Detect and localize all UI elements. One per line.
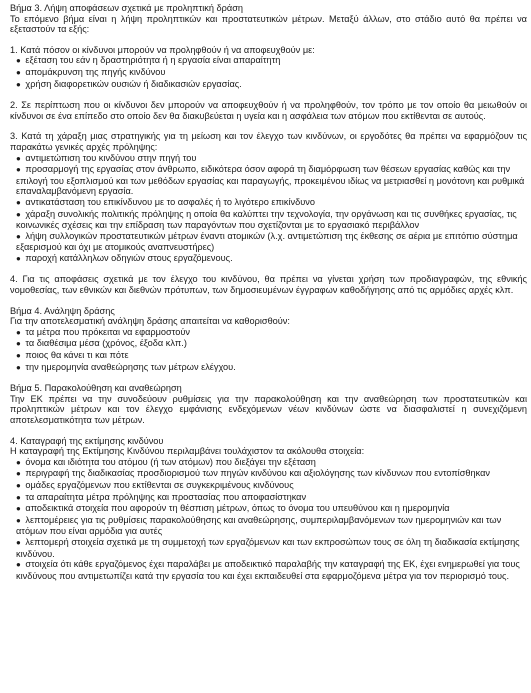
bullet-icon: ● — [16, 67, 21, 77]
list-item: ● λήψη συλλογικών προστατευτικών μέτρων έναντι ατομικών (λ.χ. αντιμετώπιση της έκθεσης σε αέρια με επιτόπιο σύστημα εξαερισμού και όχι με ατομικούς αναπνευστήρες) — [16, 230, 518, 253]
list-item: ● τα μέτρα που πρόκειται να εφαρμοστούν — [16, 326, 190, 337]
item-1-section — [4, 45, 527, 90]
list-item: ● αντιμετώπιση του κινδύνου στην πηγή του — [16, 152, 197, 163]
bullet-icon: ● — [16, 480, 21, 490]
paragraph: 4. Για τις αποφάσεις σχετικά με τον έλεγχο του κινδύνου, θα πρέπει να γίνεται χρήση των προδιαγραφών, της εθνικής νομοθεσίας, των εθνικών και διεθνών πρότυπων, των δημοσιευμένων έγγραφων καθοδήγησης από τις αρμόδιες αρχές κλπ. — [10, 274, 527, 296]
section-heading: 4. Καταγραφή της εκτίμησης κινδύνου — [10, 435, 164, 446]
list-item: ● χάραξη συνολικής πολιτικής πρόληψης η οποία θα καλύπτει την τεχνολογία, την οργάνωση και τις συνθήκες εργασίας, τις κοινωνικές σχέσεις και την επίδραση των παραγόντων που σχετίζονται με το εργασιακό περιβάλλον — [16, 208, 517, 231]
bullet-icon: ● — [16, 537, 21, 547]
list-item: ● αποδεικτικά στοιχεία που αφορούν τη θέσπιση μέτρων, όπως το όνομα του υπευθύνου και η ημερομηνία — [16, 503, 450, 514]
item-3-section — [4, 131, 527, 264]
bullet-icon: ● — [16, 362, 21, 372]
bullet-icon: ● — [16, 560, 21, 570]
list-item: ● την ημερομηνία αναθεώρησης των μέτρων ελέγχου. — [16, 361, 236, 372]
paragraph: 2. Σε περίπτωση που οι κίνδυνοι δεν μπορούν να αποφευχθούν ή να προληφθούν, τον τρόπο με τον οποίο θα μειωθούν οι κίνδυνοι σε ένα επίπεδο στο οποίο δεν θα διακυβεύεται η υγεία και η ασφάλεια των ατόμων που εκτίθενται σε αυτούς. — [10, 100, 527, 121]
bullet-icon: ● — [16, 56, 21, 66]
list-item: ● ομάδες εργαζόμενων που εκτίθενται σε συγκεκριμένους κινδύνους — [16, 479, 294, 490]
bullet-icon: ● — [16, 469, 21, 479]
list-item: ● απομάκρυνση της πηγής κινδύνου — [16, 66, 166, 77]
list-item: ● τα διαθέσιμα μέσα (χρόνος, έξοδα κλπ.) — [16, 338, 187, 349]
step-5-section — [4, 383, 527, 425]
section-heading: Βήμα 5. Παρακολούθηση και αναθεώρηση — [10, 383, 182, 394]
bullet-icon: ● — [16, 209, 21, 219]
list-item: ● χρήση διαφορετικών ουσιών ή διαδικασιών εργασίας. — [16, 78, 242, 89]
list-item: ● λεπτομέρειες για τις ρυθμίσεις παρακολούθησης και αναθεώρησης, συμπεριλαμβανόμενων των ημερομηνιών και των ατόμων που είναι αρμόδια για αυτές — [16, 514, 502, 537]
bullet-icon: ● — [16, 339, 21, 349]
bullet-icon: ● — [16, 197, 21, 207]
bullet-icon: ● — [16, 153, 21, 163]
section-heading: Βήμα 3. Λήψη αποφάσεων σχετικά με προληπτική δράση — [10, 3, 243, 13]
section-heading: Βήμα 4. Ανάληψη δράσης — [10, 305, 115, 316]
bullet-icon: ● — [16, 231, 21, 241]
list-item: ● λεπτομερή στοιχεία σχετικά με τη συμμετοχή των εργαζόμενων και των εκπροσώπων τους σε όλη τη διαδικασία εκτίμησης κινδύνου. — [16, 536, 520, 559]
list-item: ● όνομα και ιδιότητα του ατόμου (ή των ατόμων) που διεξάγει την εξέταση — [16, 456, 316, 467]
bullet-icon: ● — [16, 79, 21, 89]
bullet-icon: ● — [16, 504, 21, 514]
paragraph: Το επόμενο βήμα είναι η λήψη προληπτικών και προστατευτικών μέτρων. Μεταξύ άλλων, στο στάδιο αυτό θα πρέπει να εξεταστούν τα εξής: — [10, 13, 527, 35]
paragraph: 1. Κατά πόσον οι κίνδυνοι μπορούν να προληφθούν ή να αποφευχθούν με: — [10, 44, 315, 55]
list-item: ● ποιος θα κάνει τι και πότε — [16, 350, 129, 361]
step-4-section — [4, 306, 527, 374]
list-item: ● στοιχεία ότι κάθε εργαζόμενος έχει παραλάβει με αποδεικτικό παραλαβής την καταγραφή της ΕΚ, έχει ενημερωθεί για τους κινδύνους που αντιμετωπίζει κατά την εργασία του και έχει εκπαιδευθεί στα εφαρμοζόμενα μέτρα για τον περιορισμό τους. — [16, 559, 520, 581]
list-item: ● εξέταση του εάν η δραστηριότητα ή η εργασία είναι απαραίτητη — [16, 55, 281, 66]
list-item: ● αντικατάσταση του επικίνδυνου με το ασφαλές ή το λιγότερο επικίνδυνο — [16, 196, 315, 207]
bullet-icon: ● — [16, 327, 21, 337]
paragraph: Η καταγραφή της Εκτίμησης Κινδύνου περιλαμβάνει τουλάχιστον τα ακόλουθα στοιχεία: — [10, 446, 365, 457]
bullet-icon: ● — [16, 492, 21, 502]
bullet-icon: ● — [16, 351, 21, 361]
bullet-icon: ● — [16, 515, 21, 525]
list-item: ● προσαρμογή της εργασίας στον άνθρωπο, ειδικότερα όσον αφορά τη διαμόρφωση των θέσεων εργασίας καθώς και την επιλογή του εξοπλισμού και των μεθόδων εργασίας και παραγωγής, προκειμένου ιδίως να μετριασθεί η μονότονη και ρυθμικά επαναλαμβανόμενη εργασία. — [16, 164, 525, 197]
paragraph: Για την αποτελεσματική ανάληψη δράσης απαιτείται να καθορισθούν: — [10, 316, 290, 327]
recording-section — [4, 436, 527, 582]
step-3-section — [4, 3, 527, 35]
paragraph: 3. Κατά τη χάραξη μιας στρατηγικής για τη μείωση και τον έλεγχο των κινδύνων, οι εργοδότες θα πρέπει να εφαρμόζουν τις παρακάτω γενικές αρχές πρόληψης: — [10, 131, 527, 152]
item-2-section — [4, 100, 527, 121]
bullet-icon: ● — [16, 457, 21, 467]
paragraph: Την ΕΚ πρέπει να την συνοδεύουν ρυθμίσεις για την παρακολούθηση και την αναθεώρηση των προστατευτικών και προληπτικών μέτρων και τον έλεγχο εμφάνισης ενδεχόμενων νέων κινδύνων ώστε να διασφαλιστεί η συνεχιζόμενη αποτελεσματικότητα των μέτρων. — [10, 393, 527, 425]
bullet-icon: ● — [16, 253, 21, 263]
bullet-icon: ● — [16, 165, 21, 175]
list-item: ● περιγραφή της διαδικασίας προσδιορισμού των πηγών κινδύνου και αξιολόγησης των κίνδυνων που εντοπίσθηκαν — [16, 468, 490, 479]
list-item: ● παροχή κατάλληλων οδηγιών στους εργαζόμενους. — [16, 252, 233, 263]
item-4-section — [4, 274, 527, 295]
list-item: ● τα απαραίτητα μέτρα πρόληψης και προστασίας που αποφασίστηκαν — [16, 491, 307, 502]
